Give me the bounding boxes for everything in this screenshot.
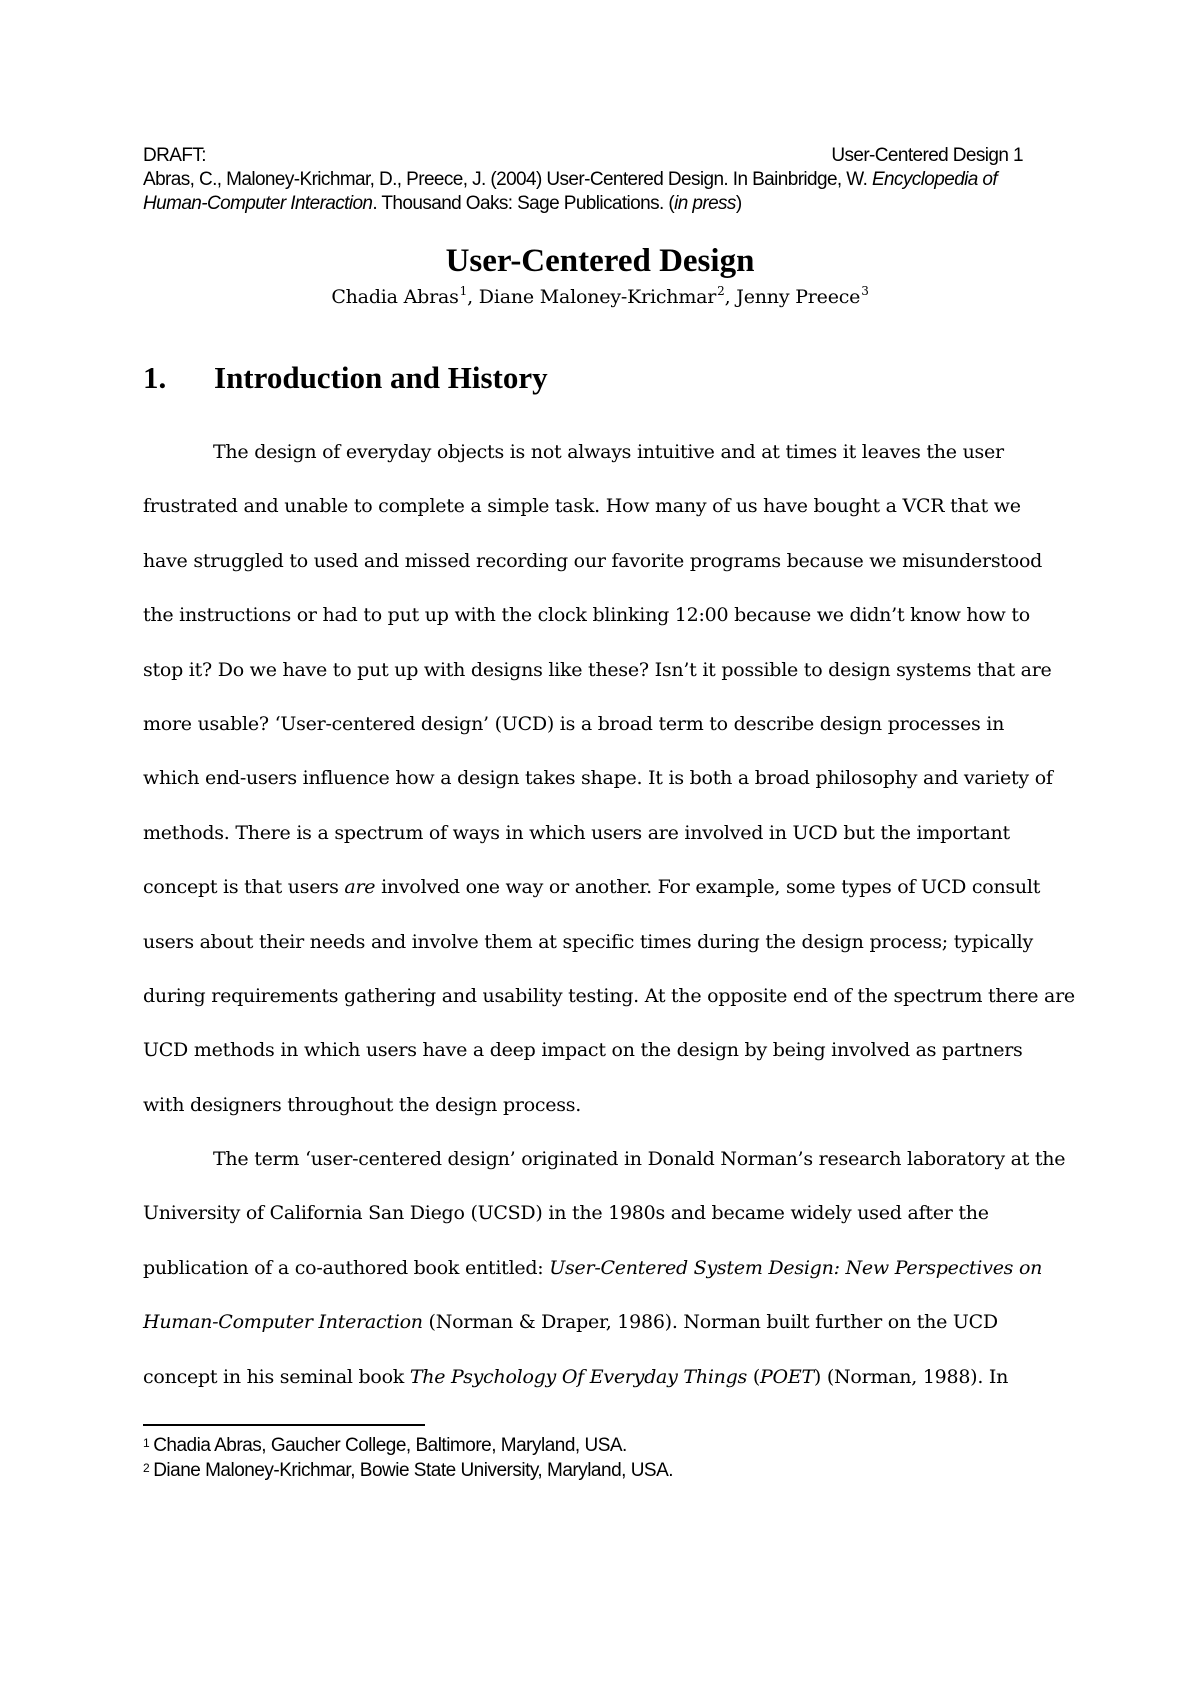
italic-text: User-Centered System Design: New Perspectives on [549, 1256, 1043, 1279]
section-title: Introduction and History [214, 360, 548, 395]
body-line [143, 1241, 1073, 1295]
running-header [143, 144, 1023, 168]
footnote-2 [143, 1459, 673, 1483]
author-mark: 3 [861, 284, 869, 298]
citation-part1: Abras, C., Maloney-Krichmar, D., Preece, J. (2004) User-Centered Design. In Bainbridge, W. [143, 169, 872, 190]
body-line [143, 969, 1073, 1023]
text-run: publication of a co-authored book entitled: [143, 1256, 550, 1279]
text-run: concept in his seminal book [143, 1365, 410, 1388]
author-sep: , [724, 286, 737, 308]
body-line [143, 1078, 1073, 1132]
author-name: Diane Maloney-Krichmar [478, 286, 717, 308]
body-text [143, 425, 1073, 1404]
text-run: concept is that users [143, 876, 345, 899]
text-run: The design of everyday objects is not always intuitive and at times it leaves the user [213, 441, 1004, 463]
footnote-mark: 1 [143, 1436, 150, 1450]
italic-text: are [344, 876, 376, 899]
text-run: the instructions or had to put up with the clock blinking 12:00 because we didn’t know how to [143, 604, 1030, 627]
author-name: Jenny Preece [736, 286, 861, 308]
text-run: ) (Norman, 1988). In [813, 1365, 1009, 1388]
body-line [143, 479, 1073, 533]
footnote-1 [143, 1434, 627, 1458]
citation-part3: Human-Computer Interaction [143, 193, 373, 214]
body-line [143, 1186, 1073, 1240]
text-run: have struggled to used and missed recording our favorite programs because we misunderstood [143, 549, 1043, 572]
footnote-text: Chadia Abras, Gaucher College, Baltimore, Maryland, USA. [153, 1435, 627, 1456]
author-3 [736, 286, 868, 308]
body-line [143, 588, 1073, 642]
author-1 [331, 286, 478, 308]
body-line [143, 425, 1073, 479]
body-line [143, 1023, 1073, 1077]
text-run: UCD methods in which users have a deep impact on the design by being involved as partners [143, 1039, 1023, 1062]
body-line [143, 806, 1073, 860]
author-mark: 2 [717, 284, 725, 298]
text-run: during requirements gathering and usability testing. At the opposite end of the spectrum there are [143, 984, 1075, 1007]
body-line [143, 697, 1073, 751]
section-heading [143, 358, 548, 398]
text-run: frustrated and unable to complete a simple task. How many of us have bought a VCR that we [143, 495, 1021, 518]
citation [143, 168, 1023, 216]
italic-text: Human-Computer Interaction [143, 1311, 423, 1334]
body-line [143, 751, 1073, 805]
paper-title: User-Centered Design [445, 243, 755, 279]
text-run: stop it? Do we have to put up with designs like these? Isn’t it possible to design systems that are [143, 658, 1052, 681]
text-run: which end-users influence how a design takes shape. It is both a broad philosophy and variety of [143, 767, 1053, 790]
footnote-separator [143, 1424, 425, 1426]
text-run: users about their needs and involve them at specific times during the design process; typically [143, 930, 1033, 953]
text-run: University of California San Diego (UCSD) in the 1980s and became widely used after the [143, 1202, 989, 1225]
author-name: Chadia Abras [331, 286, 459, 308]
citation-part2: Encyclopedia of [871, 169, 998, 190]
author-mark: 1 [459, 284, 468, 298]
author-sep: , [467, 286, 479, 308]
text-run: (Norman & Draper, 1986). Norman built further on the UCD [422, 1311, 998, 1334]
text-run: more usable? ‘User-centered design’ (UCD) is a broad term to describe design processes in [143, 712, 1005, 735]
citation-part5: in press [674, 193, 736, 214]
running-title: User-Centered Design 1 [831, 145, 1023, 166]
body-line [143, 643, 1073, 697]
body-line [143, 1295, 1073, 1349]
body-line [143, 860, 1073, 914]
italic-text: The Psychology Of Everyday Things [409, 1365, 748, 1388]
author-2 [479, 286, 736, 308]
footnote-text: Diane Maloney-Krichmar, Bowie State University, Maryland, USA. [153, 1460, 674, 1481]
section-number: 1. [143, 360, 167, 395]
text-run: methods. There is a spectrum of ways in which users are involved in UCD but the important [143, 821, 1010, 844]
text-run: The term ‘user-centered design’ originated in Donald Norman’s research laboratory at the [213, 1148, 1066, 1171]
footnote-mark: 2 [143, 1461, 150, 1475]
italic-text: POET [760, 1365, 814, 1388]
draft-label: DRAFT: [143, 145, 206, 166]
body-line [143, 915, 1073, 969]
body-line [143, 534, 1073, 588]
body-line [143, 1350, 1073, 1404]
citation-part4: . Thousand Oaks: Sage Publications. ( [372, 193, 675, 214]
text-run: involved one way or another. For example, some types of UCD consult [375, 876, 1041, 899]
text-run: ( [747, 1365, 760, 1388]
author-line [0, 283, 1200, 311]
text-run: with designers throughout the design process. [143, 1093, 582, 1116]
citation-part6: ) [735, 193, 742, 214]
body-line [143, 1132, 1073, 1186]
